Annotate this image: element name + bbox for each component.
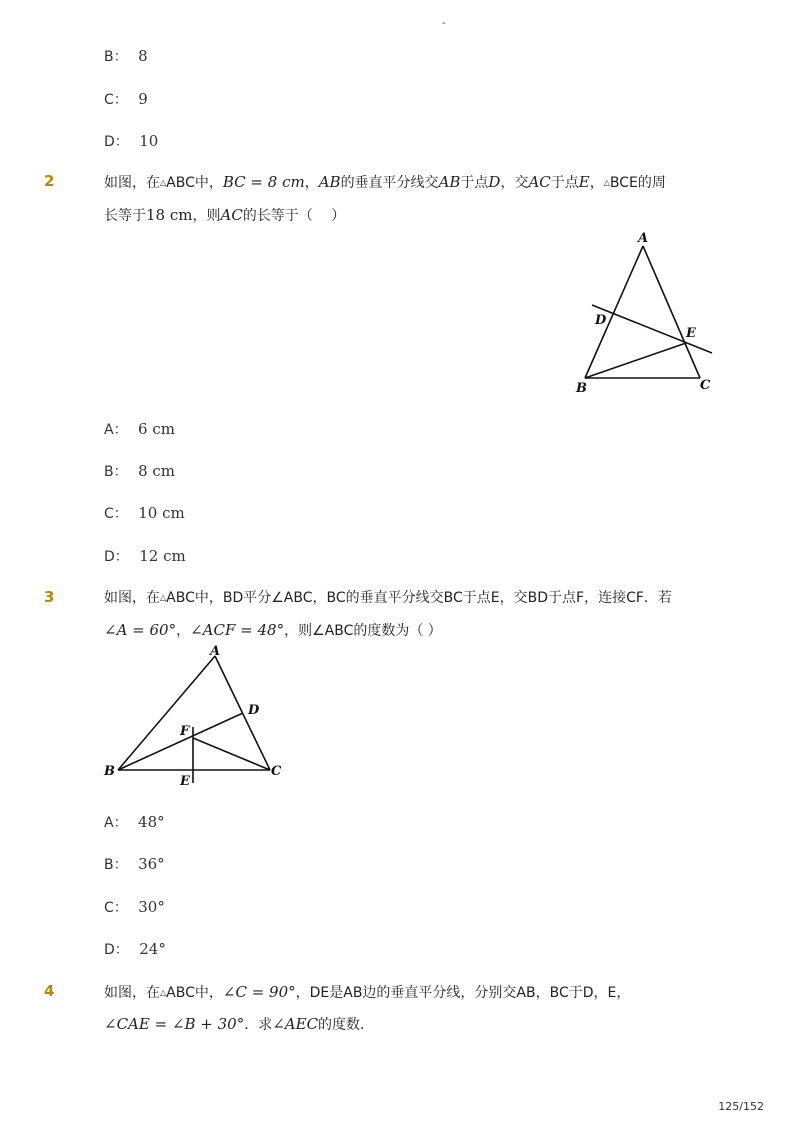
q3-option-c[interactable]: C： 30°: [104, 898, 165, 916]
q2-option-c[interactable]: C： 10 cm: [104, 504, 185, 522]
q3-option-a[interactable]: A： 48°: [104, 813, 165, 831]
option-letter: B: [104, 49, 114, 65]
option-value: 6 cm: [138, 420, 175, 438]
option-value: 12 cm: [139, 547, 186, 565]
page-number: 125/152: [718, 1100, 764, 1113]
option-value: 36°: [138, 855, 165, 873]
label-e: E: [686, 326, 696, 341]
option-value: 48°: [138, 813, 165, 831]
option-letter: D: [104, 134, 115, 150]
q2-option-a[interactable]: A： 6 cm: [104, 420, 175, 438]
option-letter: A: [104, 422, 114, 438]
q2-figure: [570, 226, 720, 396]
option-value: 24°: [139, 940, 166, 958]
side-ab: [585, 246, 643, 378]
option-letter: C: [104, 900, 114, 916]
option-letter: C: [104, 92, 114, 108]
q3-stem-line1: 如图，在△ABC中，BD平分∠ABC，BC的垂直平分线交BC于点E，交BD于点F，连接CF．若: [104, 590, 672, 606]
option-letter: A: [104, 815, 114, 831]
segment-be: [585, 343, 686, 378]
q1-option-b[interactable]: B： 8: [104, 47, 148, 65]
segment-bd: [118, 713, 243, 770]
label-a: A: [638, 231, 649, 246]
side-ac: [643, 246, 700, 378]
option-letter: D: [104, 942, 115, 958]
top-mark: -: [442, 18, 446, 29]
label-e: E: [180, 774, 190, 789]
label-d: D: [248, 703, 260, 718]
q3-option-d[interactable]: D： 24°: [104, 940, 166, 958]
option-value: 10 cm: [138, 504, 185, 522]
q4-stem-line1: 如图，在△ABC中，∠C = 90°，DE是AB边的垂直平分线，分别交AB，BC于D，E，: [104, 983, 631, 1001]
label-d: D: [595, 313, 607, 328]
label-c: C: [700, 378, 711, 393]
option-value: 8 cm: [138, 462, 175, 480]
option-value: 9: [138, 90, 148, 108]
q3-figure: [100, 642, 295, 792]
question-number-2: 2: [44, 172, 55, 190]
option-letter: B: [104, 464, 114, 480]
label-c: C: [271, 764, 282, 779]
option-value: 10: [139, 132, 159, 150]
q1-option-c[interactable]: C： 9: [104, 90, 148, 108]
q1-option-d[interactable]: D： 10: [104, 132, 159, 150]
option-value: 30°: [138, 898, 165, 916]
q2-stem-line1: 如图，在△ABC中，BC = 8 cm，AB的垂直平分线交AB于点D，交AC于点E，△BCE的周: [104, 173, 666, 191]
q4-stem-line2: ∠CAE = ∠B + 30°．求∠AEC的度数．: [104, 1015, 375, 1033]
label-f: F: [180, 724, 190, 739]
option-letter: D: [104, 549, 115, 565]
label-b: B: [576, 381, 587, 396]
side-ab: [118, 656, 215, 770]
q2-stem-line2: 长等于18 cm，则AC的长等于（ ）: [104, 206, 346, 224]
q3-stem-line2: ∠A = 60°，∠ACF = 48°，则∠ABC的度数为（ ）: [104, 621, 442, 639]
option-letter: C: [104, 506, 114, 522]
q2-option-b[interactable]: B： 8 cm: [104, 462, 175, 480]
q2-option-d[interactable]: D： 12 cm: [104, 547, 186, 565]
option-value: 8: [138, 47, 148, 65]
question-number-3: 3: [44, 588, 55, 606]
option-letter: B: [104, 857, 114, 873]
segment-cf: [193, 738, 270, 770]
q3-option-b[interactable]: B： 36°: [104, 855, 165, 873]
label-a: A: [210, 644, 221, 659]
label-b: B: [104, 764, 115, 779]
question-number-4: 4: [44, 982, 55, 1000]
